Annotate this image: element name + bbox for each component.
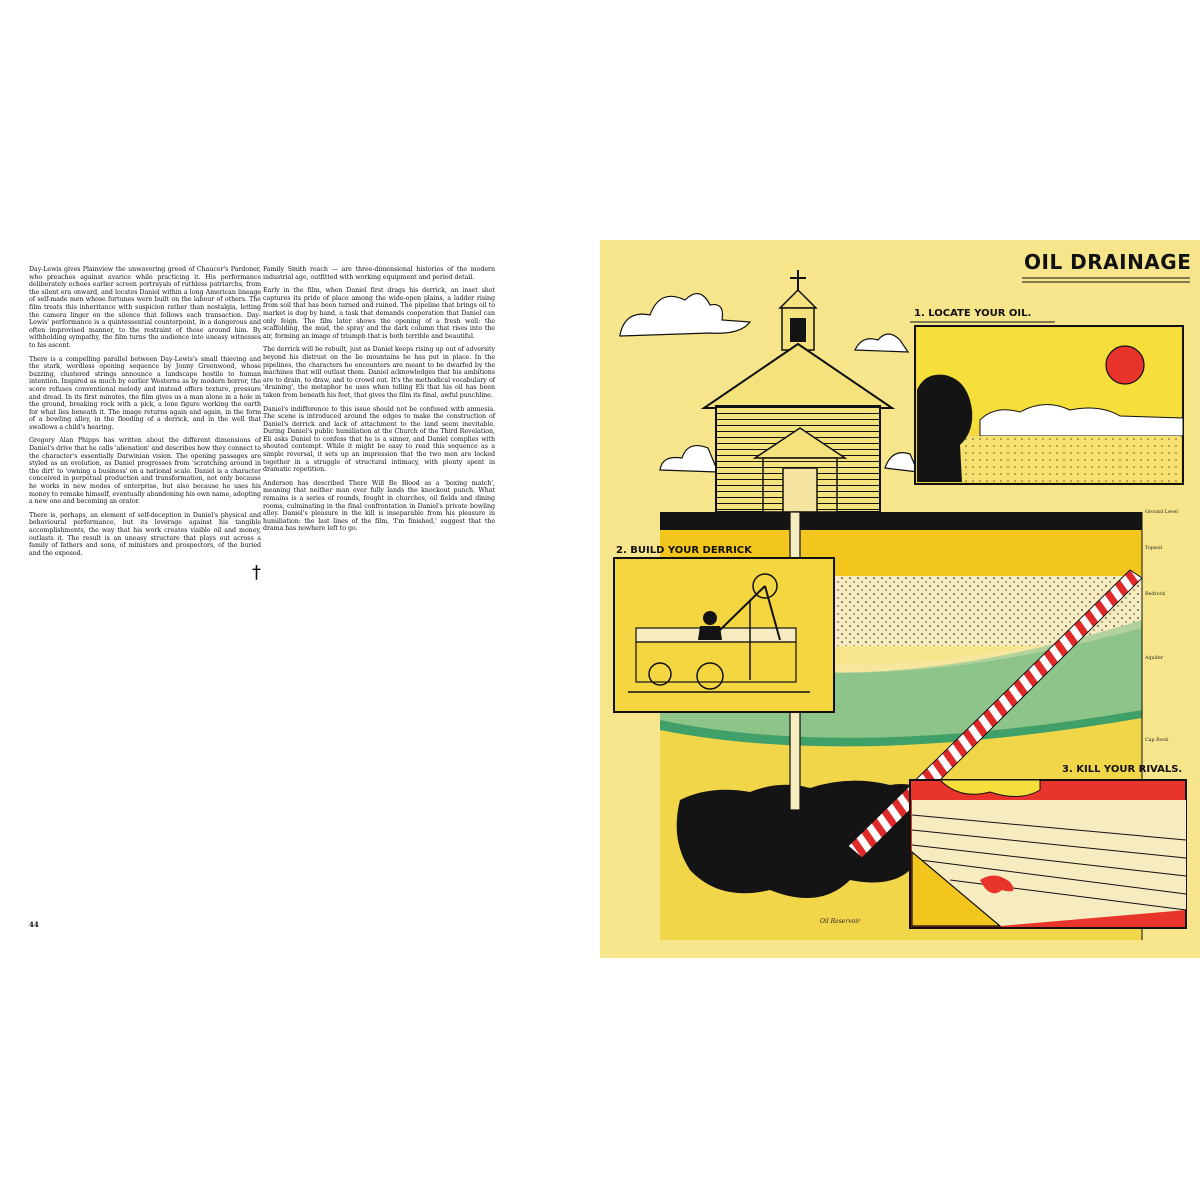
paragraph: Family Smith reach — are three-dimensional histories of the modern industrial age, outfitted with working equipment and period detail.	[263, 266, 495, 281]
text-column-right	[263, 266, 495, 539]
panel-build-derrick	[614, 558, 834, 712]
layer-label-topsoil: Topsoil	[1145, 546, 1163, 551]
paragraph: The derrick will be rebuilt, just as Daniel keeps rising up out of adversity beyond his distrust on the lie mountains he has put in place. In the pipelines, the characters he encounters are meant to be dwarfed by the machines that will outlast them. Daniel acknowledges that his ambitions are to drain, to draw, and to crowd out. It's the methodical vocabulary of 'draining', the metaphor he uses when telling Eli that his oil has been taken from beneath his feet, that gives the film its final, awful punchline.	[263, 346, 495, 399]
step-locate-oil: 1. LOCATE YOUR OIL.	[914, 308, 1032, 319]
step-build-derrick: 2. BUILD YOUR DERRICK	[616, 545, 752, 556]
paragraph: Day-Lewis gives Plainview the unwavering greed of Chaucer's Pardoner, who preaches against avarice while practicing it. His performance deliberately echoes earlier screen portrayals of ruthless patriarchs, from the silent era onward, and locates Daniel within a long American lineage of self-made men whose fortunes were built on the labour of others. The film treats this inheritance with suspicion rather than nostalgia, letting the camera linger on the silence that follows each transaction. Day-Lewis' performance is a quintessential counterpoint, in a dangerous and often improvised manner, to the restraint of those around him. By withholding sympathy, the film turns the audience into uneasy witnesses to his ascent.	[29, 266, 261, 349]
infographic-title: OIL DRAINAGE	[1024, 250, 1192, 274]
paragraph: Gregory Alan Phipps has written about the different dimensions of Daniel's drive that he calls 'alienation' and describes how they connect to the character's essentially Darwinian vision. The opening passages are styled as an evolution, as Daniel progresses from 'scratching around in the dirt' to 'owning a business' on a national scale. Daniel is a character conceived in perpetual production and transformation, not only because he works in new modes of enterprise, but also because he uses his money to remake himself, eventually abandoning his own name, adopting a new one and becoming an orator.	[29, 437, 261, 506]
sun-icon	[1106, 346, 1144, 384]
layer-label-ground: Ground Level	[1145, 510, 1178, 515]
page-number: 44	[29, 920, 39, 929]
layer-label-bedrock: Bedrock	[1145, 592, 1166, 597]
reservoir-caption: Oil Reservoir	[820, 918, 861, 925]
text-column-left	[29, 266, 261, 563]
panel-locate-oil	[915, 326, 1183, 484]
panel-kill-rivals	[910, 780, 1186, 928]
cross-ornament: †	[252, 562, 261, 583]
paragraph: There is a compelling parallel between Day-Lewis's small thieving and the stark, wordless opening sequence by Jonny Greenwood, whose buzzing, clustered strings announce a landscape hostile to human intention. Inspired as much by earlier Westerns as by modern horror, the score refuses conventional melody and instead offers texture, pressure and dread. In its first minutes, the film gives us a man alone in a hole in the ground, breaking rock with a pick, a lone figure working the earth for what lies beneath it. The image returns again and again, in the form of a bowling alley, in the flooding of a derrick, and in the well that swallows a child's hearing.	[29, 355, 261, 431]
paragraph: Anderson has described There Will Be Blood as a 'boxing match', meaning that neither man ever fully lands the knockout punch. What remains is a series of rounds, fought in churches, oil fields and dining rooms, culminating in the final confrontation in Daniel's private bowling alley. Daniel's pleasure in the kill is inseparable from his pleasure in humiliation: the last lines of the film, 'I'm finished,' suggest that the drama has nowhere left to go.	[263, 479, 495, 533]
paragraph: There is, perhaps, an element of self-deception in Daniel's physical and behavioural performance, but its leverage against his tangible accomplishments, the way that his work creates visible oil and money, outlasts it. The result is an uneasy structure that plays out across a family of fathers and sons, of ministers and prospectors, of the buried and the exposed.	[29, 511, 261, 557]
infographic-illustration	[600, 240, 1200, 958]
step-kill-rivals: 3. KILL YOUR RIVALS.	[1062, 764, 1183, 775]
paragraph: Daniel's indifference to this issue should not be confused with amnesia. The scene is introduced around the edges to make the construction of Daniel's derrick and lack of attachment to the land seem inevitable. During Daniel's public humiliation at the Church of the Third Revelation, Eli asks Daniel to confess that he is a sinner, and Daniel complies with shouted contempt. While it might be easy to read this sequence as a simple reversal, it sets up an impression that the two men are locked together in a struggle of structural intimacy, with plenty spent in dramatic repetition.	[263, 405, 495, 474]
layer-label-aquifer: Aquifer	[1145, 656, 1164, 661]
oil-drainage-infographic	[600, 240, 1200, 958]
paragraph: Early in the film, when Daniel first drags his derrick, an inset shot captures its pride of place among the wide-open plains, a ladder rising from soil that has been turned and ruined. The pipeline that brings oil to market is dug by hand, a task that demands cooperation that Daniel can only feign. The film later shows the opening of a fresh well: the scaffolding, the mud, the spray and the dark column that rises into the air, forming an image of triumph that is both terrible and beautiful.	[263, 287, 495, 340]
layer-label-cap-rock: Cap Rock	[1145, 738, 1169, 743]
